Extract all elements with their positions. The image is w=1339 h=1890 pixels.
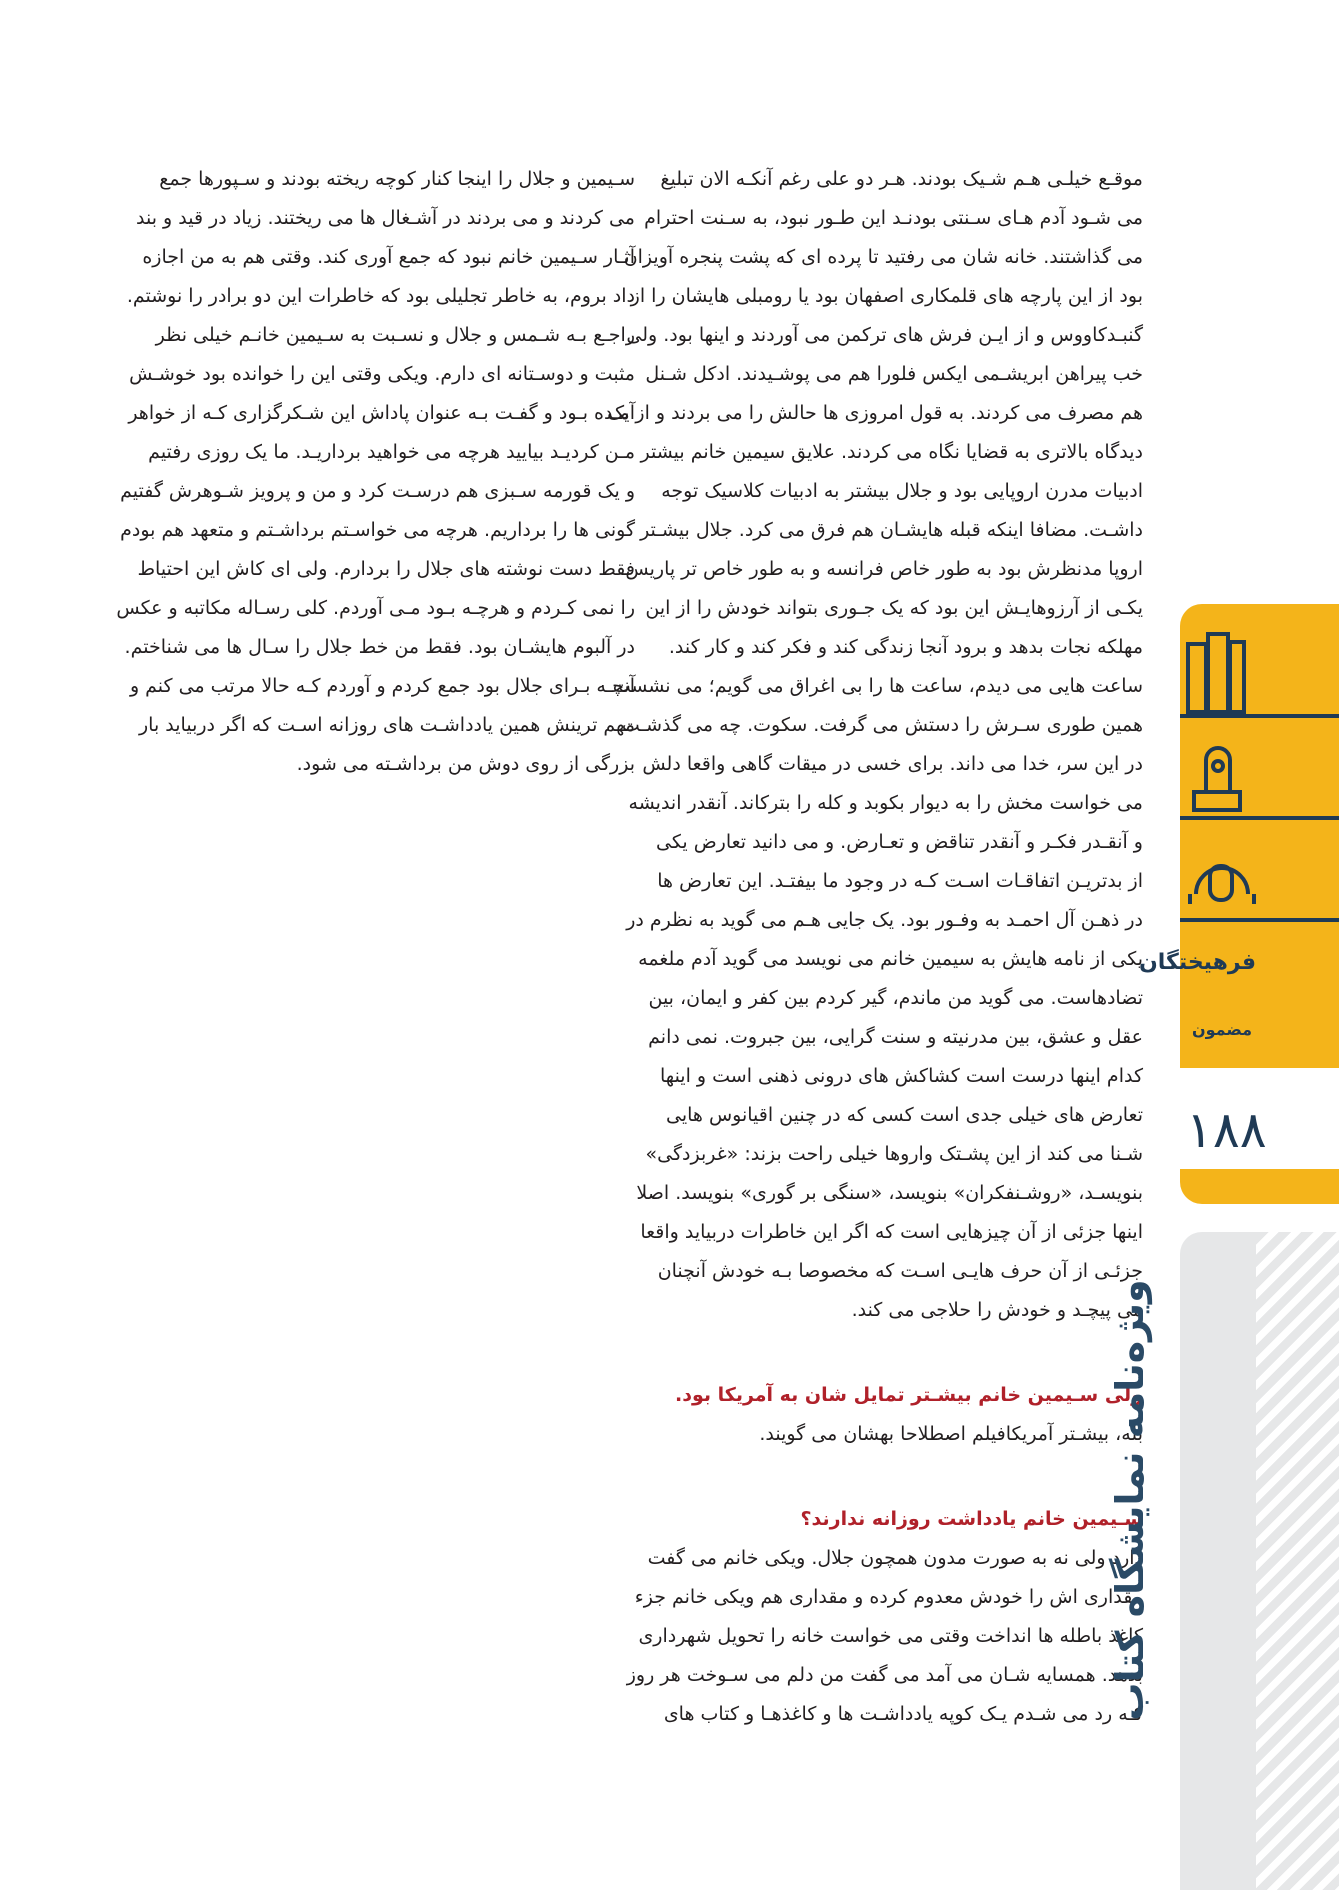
text-line: بله، بیشـتر آمریکافیلم اصطلاحا بهشان می گویند. [759,1423,1143,1445]
text-line: بنویسـد، «روشـنفکران» بنویسد، «سنگی بر گوری» بنویسد. اصلا [636,1182,1143,1204]
vertical-section-title: ویژه‌نامه نمایشگاه کتاب [1108,1279,1152,1721]
text-line: اروپا مدنظرش بود به طور خاص فرانسه و به طور خاص تر پاریس. [619,558,1143,580]
text-line: در این سر، خدا می داند. برای خسی در میقات گاهی واقعا دلش [642,753,1143,775]
paragraph-1 [607,160,1143,1330]
text-line: کاغذ باطله ها انداخت وقتی می خواست خانه را تحویل شهرداری [638,1625,1143,1647]
text-line: از بدتریـن اتفاقـات اسـت کـه در وجود ما بیفتـد. این تعارض ها [657,870,1143,892]
question-1: ولی سـیمین خانم بیشـتر تمایل شان به آمریکا بود. [675,1384,1143,1406]
text-line: موقـع خیلـی هـم شـیک بودند. هـر دو علی رغم آنکـه الان تبلیغ [660,168,1143,190]
text-line: هم مصرف می کردند. به قول امروزی ها حالش را می بردند و از یک [607,402,1143,424]
text-line: و یک قورمه سـبزی هم درسـت کرد و من و پرویز شـوهرش گفتیم [120,480,635,502]
text-line: بزرگی از روی دوش من برداشـته می شود. [296,753,635,775]
paragraph-left [116,160,635,784]
text-line: خب پیراهن ابریشـمی ایکس فلورا هم می پوشـیدند. ادکل شـنل [645,363,1143,385]
text-line: دیدگاه بالاتری به قضایا نگاه می کردند. علایق سیمین خانم بیشتر [640,441,1143,463]
text-line: می شـود آدم هـای سـنتی بودنـد این طـور نبود، به سـنت احترام [644,207,1143,229]
text-line: و آنقـدر فکـر و آنقدر تناقض و تعـارض. و می دانید تعارض یکی [656,831,1143,853]
text-line: آمـده بـود و گفـت بـه عنوان پاداش این شـکرگزاری کـه از خواهر [128,402,635,424]
logo-subtitle: مضمون [1191,1020,1253,1039]
main-column-right [607,160,1143,1734]
text-line: ادبیات مدرن اروپایی بود و جلال بیشتر به ادبیات کلاسیک توجه [661,480,1143,502]
answer-2 [626,1539,1143,1734]
text-line: در آلبوم هایشـان بود. فقط من خط جلال را سـال ها می شناختم. [124,636,635,658]
text-line: فقط دست نوشته های جلال را بردارم. ولی ای کاش این احتیاط [137,558,635,580]
text-line: مقداری اش را خودش معدوم کرده و مقداری هم ویکی خانم جزء [634,1586,1143,1608]
text-line: سـیمین و جلال را اینجا کنار کوچه ریخته بودند و سـپورها جمع [159,168,635,190]
page-number: ۱۸۸ [1186,1101,1267,1159]
text-line: همین طوری سـرش را دستش می گرفت. سکوت. چه می گذشـت [621,714,1143,736]
text-line: می کردند و می بردند در آشـغال ها می ریختند. زیاد در قید و بند [135,207,635,229]
text-line: اینها جزئی از آن چیزهایی است که اگر این خاطرات دربیاید واقعا [640,1221,1143,1243]
text-line: عقل و عشق، بین مدرنیته و سنت گرایی، بین جبروت. نمی دانم [648,1026,1143,1048]
text-line: کدام اینها درست است کشاکش های درونی ذهنی است و اینها [660,1065,1143,1087]
text-line: بود از این پارچه های قلمکاری اصفهان بود یا رومبلی هایشان را از [630,285,1143,307]
text-line: مثبت و دوسـتانه ای دارم. ویکی وقتی این را خوانده بود خوشـش [129,363,635,385]
main-column-left [116,160,635,784]
text-line: جزئـی از آن حرف هایـی اسـت که مخصوصا بـه خودش آنچنان [657,1260,1143,1282]
text-line: در ذهـن آل احمـد به وفـور بود. یک جایی هـم می گوید به نظرم در [626,909,1143,931]
text-line: شـنا می کند از این پشـتک واروها خیلی راحت بزند: «غربزدگی» [645,1143,1143,1165]
bookshelf-icon [1180,604,1339,934]
answer-1 [663,1415,1143,1454]
question-2: سـیمین خانم یادداشت روزانه ندارند؟ [800,1508,1143,1530]
text-line: را نمی کـردم و هرچـه بـود مـی آوردم. کلی رسـاله مکاتبه و عکس [116,597,635,619]
text-line: ساعت هایی می دیدم، ساعت ها را بی اغراق می گویم؛ می نشست [612,675,1143,697]
logo-title: فرهیختگان [1139,950,1256,975]
text-line: کـه رد می شـدم یـک کوپه یادداشـت ها و کاغذهـا و کتاب های [663,1703,1143,1725]
text-line: مـن کردیـد بیایید هرچه می خواهید برداریـد. ما یک روزی رفتیم [148,441,635,463]
text-line: تضادهاست. می گوید من ماندم، گیر کردم بین کفر و ایمان، بین [648,987,1143,1009]
text-line: آنچـه بـرای جلال بود جمع کردم و آوردم کـه حالا مرتب می کنم و [129,675,635,697]
text-line: یکـی از آرزوهایـش این بود که یک جـوری بتواند خودش را از این [645,597,1143,619]
text-line: تعارض های خیلی جدی است کسی که در چنین اقیانوس هایی [665,1104,1143,1126]
text-line: آثـار سـیمین خانم نبود که جمع آوری کند. وقتی هم به من اجازه [142,246,635,268]
text-line: داد بروم، به خاطر تجلیلی بود که خاطرات این دو برادر را نوشتم. [126,285,635,307]
text-line: یکی از نامه هایش به سیمین خانم می نویسد می گوید آدم ملغمه [638,948,1143,970]
text-line: می گذاشتند. خانه شان می رفتید تا پرده ای که پشت پنجره آویزان [623,246,1143,268]
side-stripes [1256,1232,1339,1890]
text-line: مهلکه نجات بدهد و برود آنجا زندگی کند و فکر کند و کار کند. [668,636,1143,658]
text-line: داشـت. مضافا اینکه قبله هایشـان هم فرق می کرد. جلال بیشـتر [640,519,1143,541]
text-line: دارد ولی نه به صورت مدون همچون جلال. ویکی خانم می گفت [647,1547,1143,1569]
text-line: راجـع بـه شـمس و جلال و نسـبت به سـیمین خانـم خیلی نظر [155,324,635,346]
text-line: گونی ها را برداریم. هرچه می خواسـتم برداشـتم و متعهد هم بودم [120,519,635,541]
text-line: بدهد. همسایه شـان می آمد می گفت من دلم می سـوخت هر روز [626,1664,1143,1686]
text-line: می خواست مخش را به دیوار بکوبد و کله را بترکاند. آنقدر اندیشه [628,792,1143,814]
text-line: مهم ترینش همین یادداشـت های روزانه اسـت که اگر دربیاید بار [139,714,635,736]
text-line: گنبـدکاووس و از ایـن فرش های ترکمن می آوردند و اینها بود. ولی [626,324,1143,346]
text-line: می پیچـد و خودش را حلاجی می کند. [851,1299,1143,1321]
